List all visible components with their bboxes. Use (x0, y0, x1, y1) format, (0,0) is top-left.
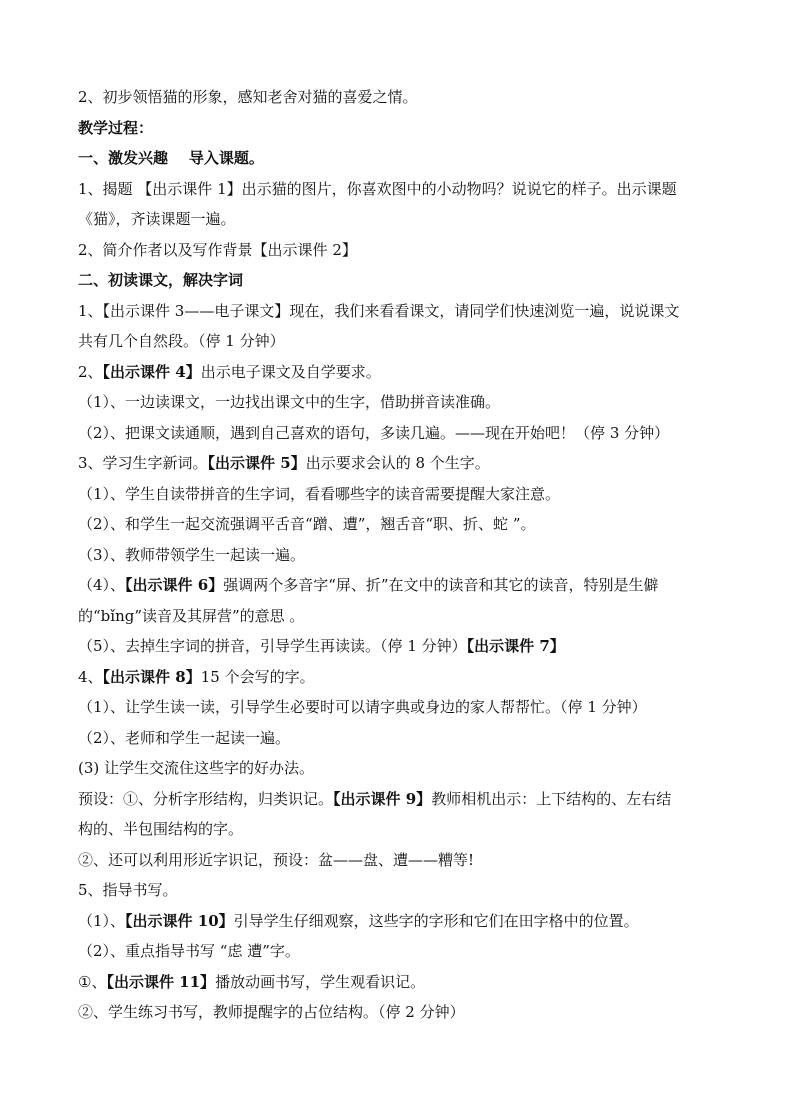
paragraph-line: （2）、把课文读通顺，遇到自己喜欢的语句，多读几遍。——现在开始吧！（停 3 分钟） (78, 423, 670, 442)
courseware-tag: 【出示课件 10】 (125, 911, 234, 930)
paragraph-line: （1）、学生自读带拼音的生字词，看看哪些字的读音需要提醒大家注意。 (78, 484, 561, 503)
text-span: 引导学生仔细观察，这些字的字形和它们在田字格中的位置。 (233, 911, 639, 930)
paragraph-line (78, 906, 728, 937)
paragraph-line (78, 448, 728, 479)
text-span: （5）、去掉生字词的拼音，引导学生再读读。（停 1 分钟） (78, 637, 467, 655)
paragraph-line: （2）、重点指导书写 “虑 遭”字。 (78, 942, 300, 960)
paragraph-line: 《猫》，齐读课题一遍。 (78, 210, 236, 228)
section-heading-teaching-process: 教学过程： (78, 118, 154, 137)
paragraph-line: 共有几个自然段。（停 1 分钟） (78, 332, 285, 350)
paragraph-line (78, 631, 728, 662)
text-span: 出示要求会认的 8 个生字。 (305, 454, 490, 472)
courseware-tag: 【出示课件 11】 (106, 972, 216, 991)
text-span: ①、 (78, 972, 107, 991)
paragraph-line: 构的、半包围结构的字。 (78, 820, 244, 838)
paragraph-line: 5、指导书写。 (78, 881, 178, 899)
paragraph-line (78, 967, 728, 998)
section-heading-2: 二、初读课文，解决字词 (78, 271, 244, 289)
text-span: 强调两个多音字“屏、折”在文中的读音和其它的读音，特别是生僻 (223, 576, 659, 594)
paragraph-line (78, 662, 728, 693)
text-span: 2、 (78, 362, 103, 381)
paragraph-line (78, 357, 728, 388)
paragraph-line: （1）、让学生读一读，引导学生必要时可以请字典或身边的家人帮帮忙。（停 1 分钟） (78, 698, 647, 716)
text-span: （1）、 (78, 911, 126, 930)
paragraph-line: (3) 让学生交流住这些字的好办法。 (78, 759, 315, 777)
text-span: 教师相机出示：上下结构的、左右结 (431, 789, 672, 808)
paragraph-line (78, 570, 728, 601)
courseware-tag: 【出示课件 9】 (333, 789, 432, 808)
text-span: 预设：①、分析字形结构，归类识记。 (78, 789, 334, 808)
paragraph-line: （2）、和学生一起交流强调平舌音“蹭、遭”，翘舌音“职、折、蛇 ”。 (78, 515, 536, 533)
courseware-tag: 【出示课件 6】 (125, 576, 224, 594)
text-span: 3、学习生字新词。 (78, 454, 208, 472)
courseware-tag: 【出示课件 7】 (466, 637, 565, 655)
paragraph-line: 2、简介作者以及写作背景【出示课件 2】 (78, 240, 357, 259)
paragraph-line: （2）、老师和学生一起读一遍。 (78, 728, 291, 747)
paragraph-line: ②、学生练习书写，教师提醒字的占位结构。（停 2 分钟） (78, 1003, 465, 1021)
paragraph-line (78, 784, 728, 815)
objective-2: 2、初步领悟猫的形象，感知老舍对猫的喜爱之情。 (78, 88, 418, 106)
paragraph-line: （3）、教师带领学生一起读一遍。 (78, 545, 306, 564)
text-span: 播放动画书写，学生观看识记。 (215, 972, 426, 991)
courseware-tag: 【出示课件 5】 (207, 454, 306, 472)
text-span: （4）、 (78, 576, 126, 594)
paragraph-line: 的“bǐng”读音及其屏营”的意思 。 (78, 606, 305, 625)
text-span: 出示电子课文及自学要求。 (200, 362, 381, 381)
paragraph-line: 1、【出示课件 3——电子课文】现在，我们来看看课文，请同学们快速浏览一遍，说说课文 (78, 301, 680, 320)
paragraph-line: 1、揭题 【出示课件 1】出示猫的图片，你喜欢图中的小动物吗？说说它的样子。出示课题 (78, 179, 677, 198)
courseware-tag: 【出示课件 4】 (102, 362, 201, 381)
text-span: 4、 (78, 667, 103, 686)
courseware-tag: 【出示课件 8】 (102, 667, 201, 686)
paragraph-line: （1）、一边读课文，一边找出课文中的生字，借助拼音读准确。 (78, 393, 501, 411)
document-page (78, 82, 728, 1028)
text-span: 15 个会写的字。 (200, 667, 315, 686)
section-heading-1: 一、激发兴趣 导入课题。 (78, 149, 264, 167)
paragraph-line: ②、还可以利用形近字识记，预设：盆——盘、遭——糟等! (78, 850, 475, 869)
